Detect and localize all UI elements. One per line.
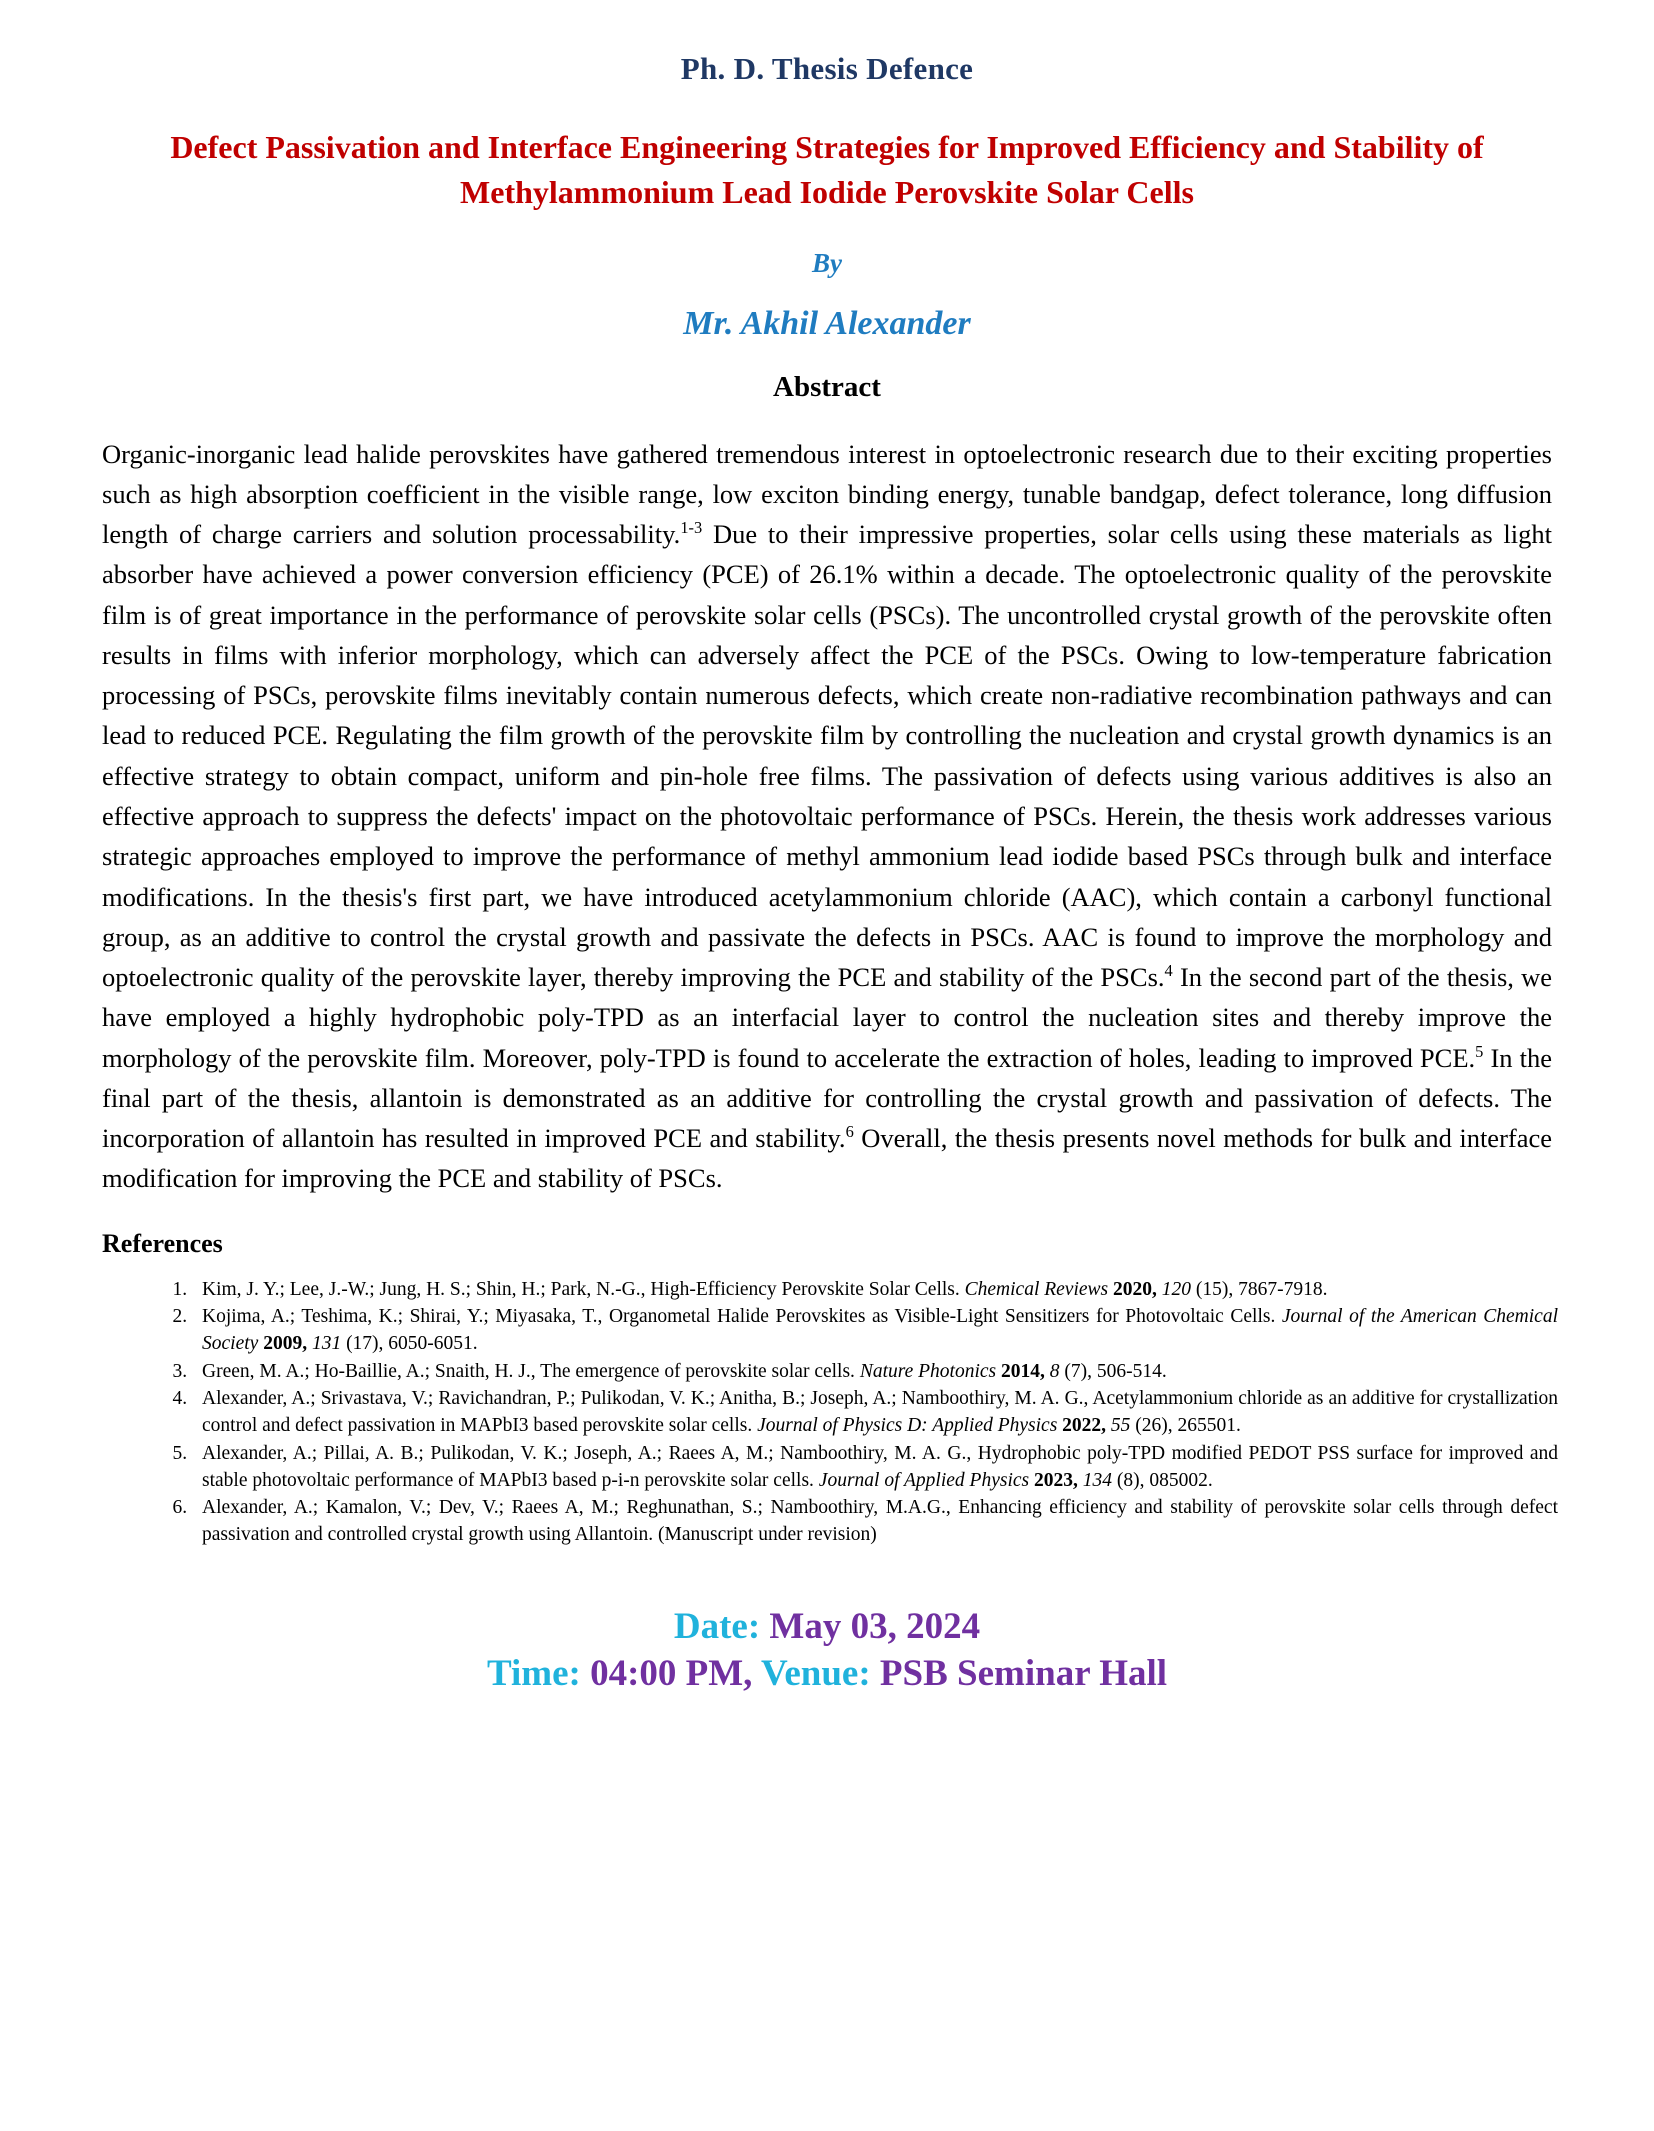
reference-authors-title: Green, M. A.; Ho-Baillie, A.; Snaith, H. J., The emergence of perovskite solar cells. bbox=[202, 1360, 860, 1382]
reference-pages: (17), 6050-6051. bbox=[341, 1333, 478, 1355]
event-details bbox=[96, 1603, 1558, 1698]
venue-label: Venue: bbox=[752, 1653, 871, 1695]
event-time-venue-line bbox=[96, 1650, 1558, 1697]
reference-list bbox=[96, 1277, 1558, 1549]
reference-journal: Chemical Reviews bbox=[964, 1278, 1109, 1300]
reference-year: 2022, bbox=[1057, 1415, 1107, 1437]
reference-journal: Nature Photonics bbox=[859, 1360, 997, 1382]
reference-volume: 8 bbox=[1044, 1360, 1060, 1382]
abstract-paragraph bbox=[102, 434, 1552, 1199]
reference-pages: (26), 265501. bbox=[1130, 1415, 1241, 1437]
reference-year: 2014, bbox=[996, 1360, 1045, 1382]
reference-journal: Journal of Applied Physics bbox=[818, 1469, 1030, 1491]
reference-item bbox=[192, 1277, 1558, 1304]
author-name: Mr. Akhil Alexander bbox=[683, 304, 971, 342]
reference-item bbox=[192, 1359, 1558, 1386]
by-label: By bbox=[812, 247, 842, 278]
reference-pages: (15), 7867-7918. bbox=[1191, 1278, 1328, 1300]
citation-marker-4: 6 bbox=[845, 1122, 854, 1142]
date-label: Date: bbox=[673, 1605, 761, 1647]
abstract-part-2: Due to their impressive properties, solar cells using these materials as light absorber have achieved a power conversion efficiency (PCE) of 26.1% within a decade. The optoelectronic quality of the perovskite film is of great importance in the performance of perovskite solar cells (PSCs). The uncontrolled crystal growth of the perovskite often results in films with inferior morphology, which can adversely affect the PCE of the PSCs. Owing to low-temperature fabrication processing of PSCs, perovskite films inevitably contain numerous defects, which create non-radiative recombination pathways and can lead to reduced PCE. Regulating the film growth of the perovskite film by controlling the nucleation and crystal growth dynamics is an effective strategy to obtain compact, uniform and pin-hole free films. The passivation of defects using various additives is also an effective approach to suppress the defects' impact on the photovoltaic performance of PSCs. Herein, the thesis work addresses various strategic approaches employed to improve the performance of methyl ammonium lead iodide based PSCs through bulk and interface modifications. In the thesis's first part, we have introduced acetylammonium chloride (AAC), which contain a carbonyl functional group, as an additive to control the crystal growth and passivate the defects in PSCs. AAC is found to improve the morphology and optoelectronic quality of the perovskite layer, thereby improving the PCE and stability of the PSCs. bbox=[102, 519, 1552, 993]
reference-year: 2009, bbox=[258, 1333, 308, 1355]
defence-heading: Ph. D. Thesis Defence bbox=[680, 51, 974, 86]
reference-volume: 55 bbox=[1106, 1415, 1131, 1437]
citation-marker-1: 1-3 bbox=[680, 518, 703, 538]
citation-marker-3: 5 bbox=[1475, 1041, 1484, 1061]
reference-volume: 120 bbox=[1156, 1278, 1191, 1300]
time-value: 04:00 PM, bbox=[580, 1653, 753, 1695]
date-value: May 03, 2024 bbox=[760, 1605, 981, 1647]
reference-authors-title: Alexander, A.; Srivastava, V.; Ravichandran, P.; Pulikodan, V. K.; Anitha, B.; Joseph, A.; Namboothiry, M. A. G., Acetylammonium chloride as an additive for crystallization control and defect passivation in MAPbI3 based perovskite solar cells. bbox=[202, 1388, 1558, 1437]
reference-pages: (8), 085002. bbox=[1112, 1469, 1213, 1491]
reference-year: 2020, bbox=[1108, 1278, 1157, 1300]
references-heading: References bbox=[102, 1228, 223, 1258]
reference-authors-title: Kojima, A.; Teshima, K.; Shirai, Y.; Miyasaka, T., Organometal Halide Perovskites as Visible-Light Sensitizers for Photovoltaic Cells. bbox=[202, 1306, 1282, 1328]
reference-item bbox=[192, 1304, 1558, 1357]
abstract-heading: Abstract bbox=[773, 370, 881, 403]
reference-journal: Journal of the American Chemical Society bbox=[202, 1306, 1558, 1355]
reference-volume: 131 bbox=[307, 1333, 342, 1355]
reference-authors-title: Kim, J. Y.; Lee, J.-W.; Jung, H. S.; Shin, H.; Park, N.-G., High-Efficiency Perovskite Solar Cells. bbox=[202, 1278, 965, 1300]
reference-item bbox=[192, 1386, 1558, 1439]
event-date-line bbox=[96, 1603, 1558, 1650]
reference-item bbox=[192, 1441, 1558, 1494]
thesis-title: Defect Passivation and Interface Engineering Strategies for Improved Efficiency and Stability of Methylammonium Lead Iodide Perovskite Solar Cells bbox=[170, 128, 1484, 211]
abstract-part-3: In the second part of the thesis, we have employed a highly hydrophobic poly-TPD as an interfacial layer to control the nucleation sites and thereby improve the morphology of the perovskite film. Moreover, poly-TPD is found to accelerate the extraction of holes, leading to improved PCE. bbox=[102, 962, 1552, 1073]
reference-volume: 134 bbox=[1077, 1469, 1112, 1491]
reference-authors-title: Alexander, A.; Pillai, A. B.; Pulikodan, V. K.; Joseph, A.; Raees A, M.; Namboothiry, M. A. G., Hydrophobic poly-TPD modified PEDOT PSS surface for improved and stable photovoltaic performance of MAPbI3 based p-i-n perovskite solar cells. bbox=[202, 1442, 1558, 1491]
time-label: Time: bbox=[486, 1653, 581, 1695]
abstract-part-5: Overall, the thesis presents novel methods for bulk and interface modification for improving the PCE and stability of PSCs. bbox=[102, 1123, 1553, 1194]
reference-pages: (7), 506-514. bbox=[1059, 1360, 1167, 1382]
abstract-part-1: Organic-inorganic lead halide perovskites have gathered tremendous interest in optoelectronic research due to their exciting properties such as high absorption coefficient in the visible range, low exciton binding energy, tunable bandgap, defect tolerance, long diffusion length of charge carriers and solution processability. bbox=[102, 438, 1552, 550]
reference-authors-title: Alexander, A.; Kamalon, V.; Dev, V.; Raees A, M.; Reghunathan, S.; Namboothiry, M.A.G., Enhancing efficiency and stability of perovskite solar cells through defect passivation and controlled crystal growth using Allantoin. (Manuscript under revision) bbox=[202, 1497, 1558, 1545]
abstract-part-4: In the final part of the thesis, allantoin is demonstrated as an additive for controlling the crystal growth and passivation of defects. The incorporation of allantoin has resulted in improved PCE and stability. bbox=[102, 1042, 1552, 1154]
reference-journal: Journal of Physics D: Applied Physics bbox=[757, 1415, 1058, 1437]
venue-value: PSB Seminar Hall bbox=[870, 1653, 1168, 1695]
reference-year: 2023, bbox=[1029, 1469, 1078, 1491]
reference-item bbox=[192, 1495, 1558, 1548]
citation-marker-2: 4 bbox=[1164, 961, 1173, 981]
